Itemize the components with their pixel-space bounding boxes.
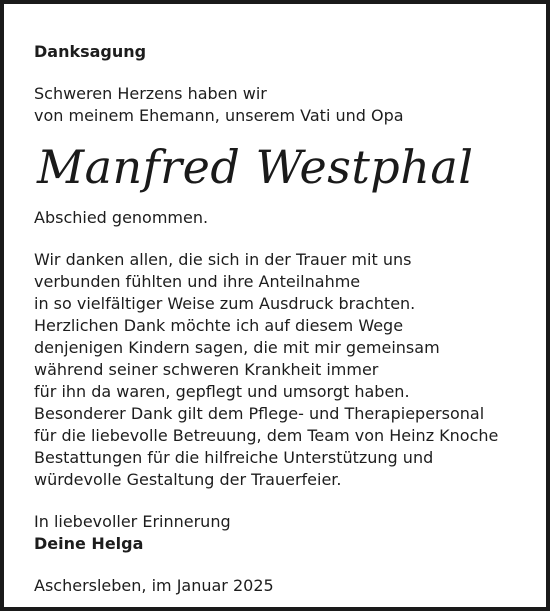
notice-heading: Danksagung [34,42,147,61]
thanks-line-5: denjenigen Kindern sagen, die mit mir gemeinsam [34,338,440,357]
deceased-name: Manfred Westphal [37,140,474,194]
thanks-line-1: Wir danken allen, die sich in der Trauer mit uns [34,250,412,269]
thanks-line-4: Herzlichen Dank möchte ich auf diesem Wege [34,316,404,335]
thanks-line-11: würdevolle Gestaltung der Trauerfeier. [34,470,342,489]
place-date: Aschersleben, im Januar 2025 [34,576,274,595]
thanks-line-7: für ihn da waren, gepflegt und umsorgt haben. [34,382,410,401]
farewell-text: Abschied genommen. [34,208,209,227]
closing-text: In liebevoller Erinnerung [34,512,231,531]
signature: Deine Helga [34,534,144,553]
thanks-line-3: in so vielfältiger Weise zum Ausdruck brachten. [34,294,416,313]
intro-line-1: Schweren Herzens haben wir [34,84,267,103]
thanks-line-6: während seiner schweren Krankheit immer [34,360,379,379]
thanks-line-10: Bestattungen für die hilfreiche Unterstützung und [34,448,434,467]
thanks-line-2: verbunden fühlten und ihre Anteilnahme [34,272,361,291]
thanks-line-9: für die liebevolle Betreuung, dem Team von Heinz Knoche [34,426,499,445]
intro-line-2: von meinem Ehemann, unserem Vati und Opa [34,106,404,125]
thanks-line-8: Besonderer Dank gilt dem Pflege- und Therapiepersonal [34,404,485,423]
